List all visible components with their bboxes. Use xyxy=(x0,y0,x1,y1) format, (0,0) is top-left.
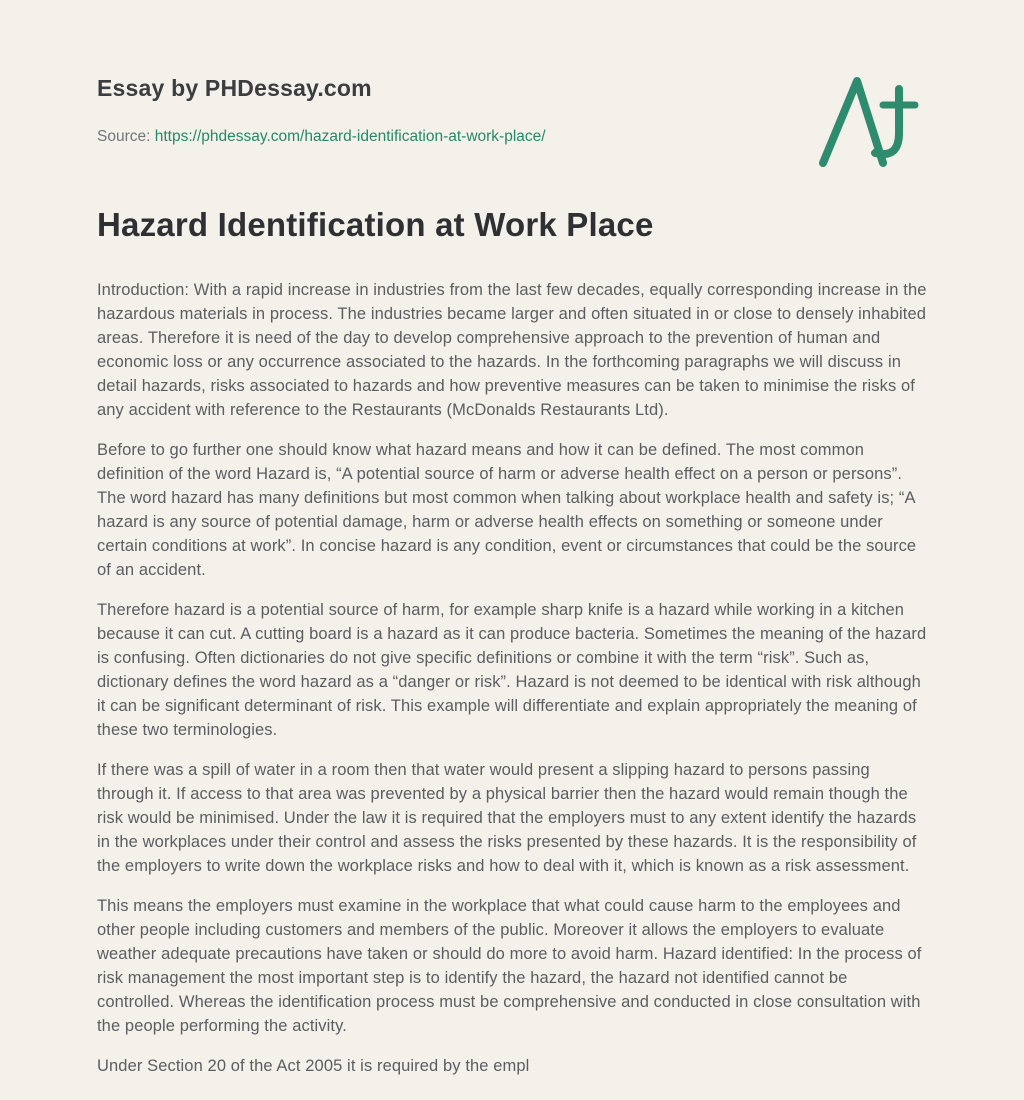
article-paragraph: Under Section 20 of the Act 2005 it is required by the empl xyxy=(97,1057,530,1075)
source-url-link[interactable]: https://phdessay.com/hazard-identification-at-work-place/ xyxy=(154,128,546,145)
article-title: Hazard Identification at Work Place xyxy=(97,206,654,243)
article-paragraph: Therefore hazard is a potential source of harm, for example sharp knife is a hazard while working in a kitchen because it can cut. A cutting board is a hazard as it can produce bacteria. Sometimes the meaning of the hazard is confusing. Often dictionaries do not give specific definitions or combine it with the term “risk”. Such as, dictionary defines the word hazard as a “danger or risk”. Hazard is not deemed to be identical with risk although it can be significant determinant of risk. This example will differentiate and explain appropriately the meaning of these two terminologies. xyxy=(97,601,927,739)
article-paragraph: Introduction: With a rapid increase in industries from the last few decades, equally corresponding increase in the hazardous materials in process. The industries became larger and often situated in or close to densely inhabited areas. Therefore it is need of the day to develop comprehensive approach to the prevention of human and economic loss or any occurrence associated to the hazards. In the forthcoming paragraphs we will discuss in detail hazards, risks associated to hazards and how preventive measures can be taken to minimise the risks of any accident with reference to the Restaurants (McDonalds Restaurants Ltd). xyxy=(97,281,927,419)
phdessay-logo-icon xyxy=(817,75,927,167)
page-header xyxy=(97,75,927,146)
site-title: Essay by PHDessay.com xyxy=(97,75,372,101)
article-paragraph: If there was a spill of water in a room then that water would present a slipping hazard to persons passing through it. If access to that area was prevented by a physical barrier then the hazard would remain though the risk would be minimised. Under the law it is required that the employers must to any extent identify the hazards in the workplaces under their control and assess the risks presented by these hazards. It is the responsibility of the employers to write down the workplace risks and how to deal with it, which is known as a risk assessment. xyxy=(97,761,917,875)
phdessay-logo xyxy=(817,75,927,167)
source-line xyxy=(97,128,927,146)
article-paragraph: This means the employers must examine in the workplace that what could cause harm to the employees and other people including customers and members of the public. Moreover it allows the employers to evaluate weather adequate precautions have taken or should do more to avoid harm. Hazard identified: In the process of risk management the most important step is to identify the hazard, the hazard not identified cannot be controlled. Whereas the identification process must be comprehensive and conducted in close consultation with the people performing the activity. xyxy=(97,897,922,1035)
source-label: Source: xyxy=(97,128,151,145)
article-body xyxy=(97,278,927,1078)
article-paragraph: Before to go further one should know what hazard means and how it can be defined. The most common definition of the word Hazard is, “A potential source of harm or adverse health effect on a person or persons”. The word hazard has many definitions but most common when talking about workplace health and safety is; “A hazard is any source of potential damage, harm or adverse health effects on something or someone under certain conditions at work”. In concise hazard is any condition, event or circumstances that could be the source of an accident. xyxy=(97,441,917,579)
essay-article xyxy=(97,206,927,1078)
